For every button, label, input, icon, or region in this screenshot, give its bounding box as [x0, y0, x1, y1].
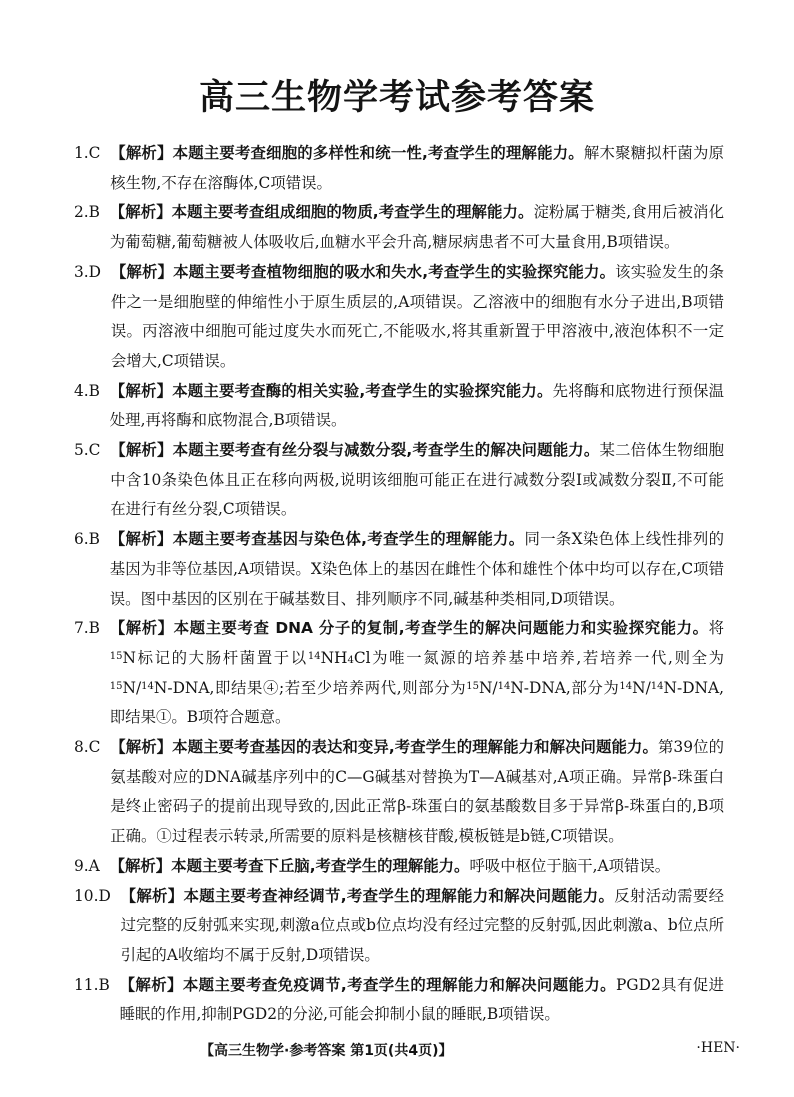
answer-body: [110, 198, 724, 257]
answer-item: [74, 139, 724, 198]
analysis-text-part: Cl为唯一氮源的培养基中培养,若培养一代,则全为: [353, 648, 724, 667]
analysis-lead: 本题主要考查免疫调节,考查学生的理解能力和解决问题能力。: [182, 975, 616, 994]
answer-item: [74, 258, 724, 377]
analysis-lead: 本题主要考查酶的相关实验,考查学生的实验探究能力。: [172, 381, 553, 400]
answer-body: [120, 971, 724, 1030]
answer-body: [121, 882, 724, 971]
isotope-superscript: 15: [109, 680, 123, 692]
analysis-text: 同一条X染色体上线性排列的基因为非等位基因,A项错误。X染色体上的基因在雌性个体和雄性个体中均可以存在,C项错误。图中基因的区别在于碱基数目、排列顺序不同,碱基种类相同,D项错误。: [109, 530, 724, 608]
answer-number: 9.A: [74, 856, 110, 875]
answer-list: [74, 139, 724, 1030]
analysis-lead: 本题主要考查下丘脑,考查学生的理解能力。: [171, 856, 470, 875]
footer-page-info: 【高三生物学·参考答案 第1页(共4页)】: [200, 1043, 453, 1059]
analysis-text-part: N/: [632, 678, 651, 697]
analysis-text-part: N-DNA,即结果①。B项符合题意。: [109, 678, 725, 727]
analysis-text: 先将酶和底物进行预保温处理,再将酶和底物混合,B项错误。: [109, 381, 724, 430]
answer-item: [74, 852, 724, 882]
answer-number: 3.D: [74, 262, 111, 281]
analysis-text-part: N/: [122, 678, 142, 697]
isotope-superscript: 15: [466, 680, 479, 692]
answer-number: 10.D: [74, 886, 121, 905]
answer-body: [110, 525, 724, 614]
analysis-lead: 本题主要考查基因与染色体,考查学生的理解能力。: [172, 530, 525, 549]
analysis-text: 第39位的氨基酸对应的DNA碱基序列中的C—G碱基对替换为T—A碱基对,A项正确。异常β-珠蛋白是终止密码子的提前出现导致的,因此正常β-珠蛋白的氨基酸数目多于异常β-珠蛋白的,B项正确。①过程表示转录,所需要的原料是核糖核苷酸,模板链是b链,C项错误。: [110, 738, 724, 846]
answer-body: [110, 733, 724, 852]
analysis-text: 反射活动需要经过完整的反射弧来实现,刺激a位点或b位点均没有经过完整的反射弧,因此刺激a、b位点所引起的A收缩均不属于反射,D项错误。: [120, 886, 724, 964]
analysis-tag: 【解析】: [110, 144, 173, 162]
answer-number: 5.C: [74, 441, 111, 460]
analysis-tag: 【解析】: [109, 203, 172, 222]
answer-number: 11.B: [74, 975, 120, 994]
analysis-text: 某二倍体生物细胞中含10条染色体且正在移向两极,说明该细胞可能正在进行减数分裂Ⅰ或减数分裂Ⅱ,不可能在进行有丝分裂,C项错误。: [110, 441, 724, 519]
analysis-tag: 【解析】: [120, 886, 184, 905]
analysis-text-part: N标记的大肠杆菌置于以: [122, 648, 308, 667]
isotope-superscript: 14: [619, 680, 633, 692]
answer-number: 6.B: [74, 530, 110, 549]
analysis-text: 淀粉属于糖类,食用后被消化为葡萄糖,葡萄糖被人体吸收后,血糖水平会升高,糖尿病患者不可大量食用,B项错误。: [109, 203, 724, 252]
analysis-lead: 本题主要考查神经调节,考查学生的理解能力和解决问题能力。: [183, 886, 615, 905]
answer-item: [74, 614, 724, 733]
answer-item: [74, 436, 724, 525]
answer-item: [74, 525, 724, 614]
isotope-superscript: 14: [497, 680, 511, 692]
analysis-tag: 【解析】: [109, 619, 174, 638]
isotope-superscript: 14: [141, 680, 154, 692]
answer-number: 2.B: [74, 203, 110, 222]
answer-number: 7.B: [74, 619, 110, 638]
analysis-text: PGD2具有促进睡眠的作用,抑制PGD2的分泌,可能会抑制小鼠的睡眠,B项错误。: [119, 975, 724, 1024]
page-footer: [200, 1040, 740, 1060]
footer-code: ·HEN·: [696, 1040, 740, 1056]
answer-number: 1.C: [74, 144, 111, 162]
analysis-lead: 本题主要考查有丝分裂与减数分裂,考查学生的解决问题能力。: [172, 441, 600, 460]
analysis-text-part: N-DNA,即结果④;若至少培养两代,则部分为: [153, 678, 467, 697]
analysis-text: 呼吸中枢位于脑干,A项错误。: [469, 856, 671, 875]
answer-item: [74, 971, 724, 1030]
answer-body: [110, 852, 724, 882]
answer-body: [110, 377, 724, 436]
analysis-lead: 本题主要考查基因的表达和变异,考查学生的理解能力和解决问题能力。: [172, 738, 658, 757]
formula-subscript: 4: [347, 654, 354, 666]
isotope-superscript: 15: [109, 650, 123, 662]
analysis-tag: 【解析】: [119, 975, 183, 994]
answer-number: 4.B: [74, 381, 110, 400]
analysis-lead: 本题主要考查细胞的多样性和统一性,考查学生的理解能力。: [172, 144, 584, 162]
analysis-tag: 【解析】: [110, 738, 173, 757]
answer-body: [110, 436, 724, 525]
answer-item: [74, 198, 724, 257]
analysis-lead: 本题主要考查植物细胞的吸水和失水,考查学生的实验探究能力。: [173, 262, 616, 281]
isotope-superscript: 14: [650, 680, 664, 692]
answer-item: [74, 882, 724, 971]
analysis-text-part: 将: [708, 619, 724, 638]
analysis-text-part: NH: [320, 648, 348, 667]
analysis-lead: 本题主要考查组成细胞的物质,考查学生的理解能力。: [171, 203, 534, 222]
answer-item: [74, 733, 724, 852]
answer-item: [74, 377, 724, 436]
answer-number: 8.C: [74, 738, 111, 757]
answer-body: [111, 258, 724, 377]
analysis-text: 解木聚糖拟杆菌为原核生物,不存在溶酶体,C项错误。: [110, 144, 724, 192]
analysis-tag: 【解析】: [110, 441, 173, 460]
answer-body: [110, 139, 724, 198]
isotope-superscript: 14: [307, 650, 321, 662]
analysis-text: 该实验发生的条件之一是细胞壁的伸缩性小于原生质层的,A项错误。乙溶液中的细胞有水分子进出,B项错误。丙溶液中细胞可能过度失水而死亡,不能吸水,将其重新置于甲溶液中,液泡体积不一定会增大,C项错误。: [110, 262, 724, 370]
analysis-tag: 【解析】: [109, 530, 173, 549]
answer-body: [110, 614, 724, 733]
analysis-tag: 【解析】: [109, 856, 172, 875]
analysis-text-part: N/: [478, 678, 498, 697]
analysis-text-part: N-DNA,部分为: [510, 678, 620, 697]
analysis-tag: 【解析】: [110, 262, 174, 281]
analysis-tag: 【解析】: [109, 381, 173, 400]
analysis-lead: 本题主要考查 DNA 分子的复制,考查学生的解决问题能力和实验探究能力。: [173, 619, 709, 638]
page-title: 高三生物学考试参考答案: [198, 78, 595, 118]
